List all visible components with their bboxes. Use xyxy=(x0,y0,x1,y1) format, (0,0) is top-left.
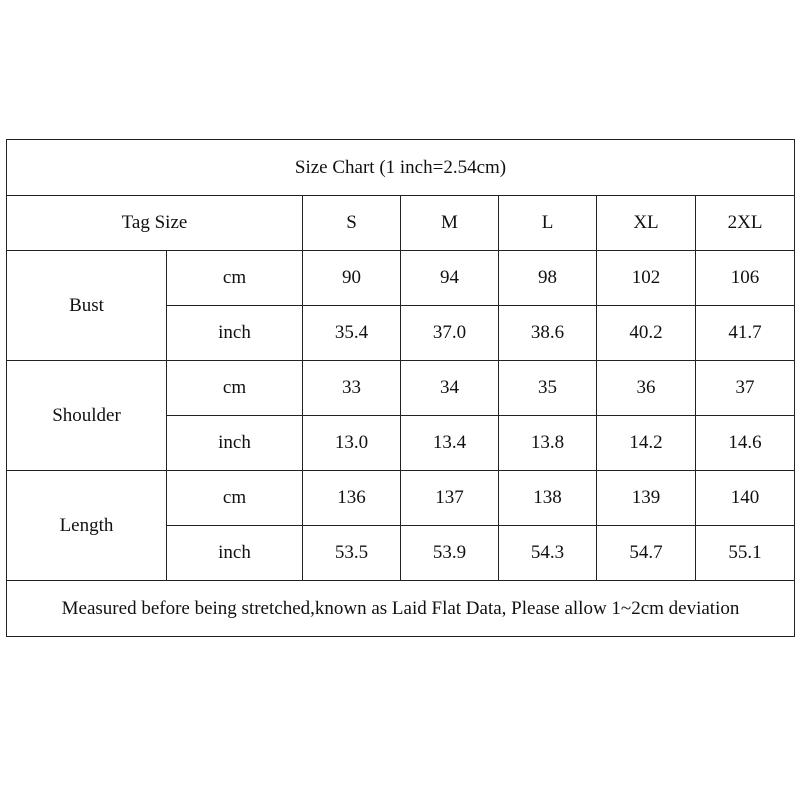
measurement-label: Length xyxy=(7,471,167,581)
size-header: M xyxy=(401,196,499,251)
table-cell: 38.6 xyxy=(499,306,597,361)
unit-label: cm xyxy=(167,251,303,306)
table-cell: 55.1 xyxy=(696,526,795,581)
tag-size-label: Tag Size xyxy=(7,196,303,251)
table-cell: 139 xyxy=(597,471,696,526)
table-cell: 37.0 xyxy=(401,306,499,361)
unit-label: inch xyxy=(167,416,303,471)
table-cell: 137 xyxy=(401,471,499,526)
measurement-label: Bust xyxy=(7,251,167,361)
table-cell: 53.9 xyxy=(401,526,499,581)
table-cell: 53.5 xyxy=(303,526,401,581)
table-cell: 138 xyxy=(499,471,597,526)
size-chart-table xyxy=(6,139,795,637)
table-cell: 33 xyxy=(303,361,401,416)
table-cell: 54.7 xyxy=(597,526,696,581)
header-row xyxy=(7,196,795,251)
table-cell: 106 xyxy=(696,251,795,306)
size-header: S xyxy=(303,196,401,251)
table-cell: 98 xyxy=(499,251,597,306)
table-cell: 14.2 xyxy=(597,416,696,471)
table-cell: 14.6 xyxy=(696,416,795,471)
unit-label: inch xyxy=(167,306,303,361)
table-cell: 35.4 xyxy=(303,306,401,361)
table-cell: 13.4 xyxy=(401,416,499,471)
table-cell: 136 xyxy=(303,471,401,526)
deviation-note: Measured before being stretched,known as Laid Flat Data, Please allow 1~2cm deviation xyxy=(7,581,795,637)
table-cell: 94 xyxy=(401,251,499,306)
table-cell: 54.3 xyxy=(499,526,597,581)
table-cell: 102 xyxy=(597,251,696,306)
table-row xyxy=(7,251,795,306)
size-header: 2XL xyxy=(696,196,795,251)
chart-title: Size Chart (1 inch=2.54cm) xyxy=(7,140,795,196)
table-cell: 140 xyxy=(696,471,795,526)
table-cell: 37 xyxy=(696,361,795,416)
size-header: L xyxy=(499,196,597,251)
table-cell: 40.2 xyxy=(597,306,696,361)
table-cell: 34 xyxy=(401,361,499,416)
unit-label: cm xyxy=(167,361,303,416)
size-header: XL xyxy=(597,196,696,251)
title-row xyxy=(7,140,795,196)
unit-label: cm xyxy=(167,471,303,526)
unit-label: inch xyxy=(167,526,303,581)
table-cell: 90 xyxy=(303,251,401,306)
table-cell: 41.7 xyxy=(696,306,795,361)
measurement-label: Shoulder xyxy=(7,361,167,471)
table-cell: 13.0 xyxy=(303,416,401,471)
table-row xyxy=(7,361,795,416)
table-row xyxy=(7,471,795,526)
note-row xyxy=(7,581,795,637)
table-cell: 35 xyxy=(499,361,597,416)
table-cell: 36 xyxy=(597,361,696,416)
table-cell: 13.8 xyxy=(499,416,597,471)
